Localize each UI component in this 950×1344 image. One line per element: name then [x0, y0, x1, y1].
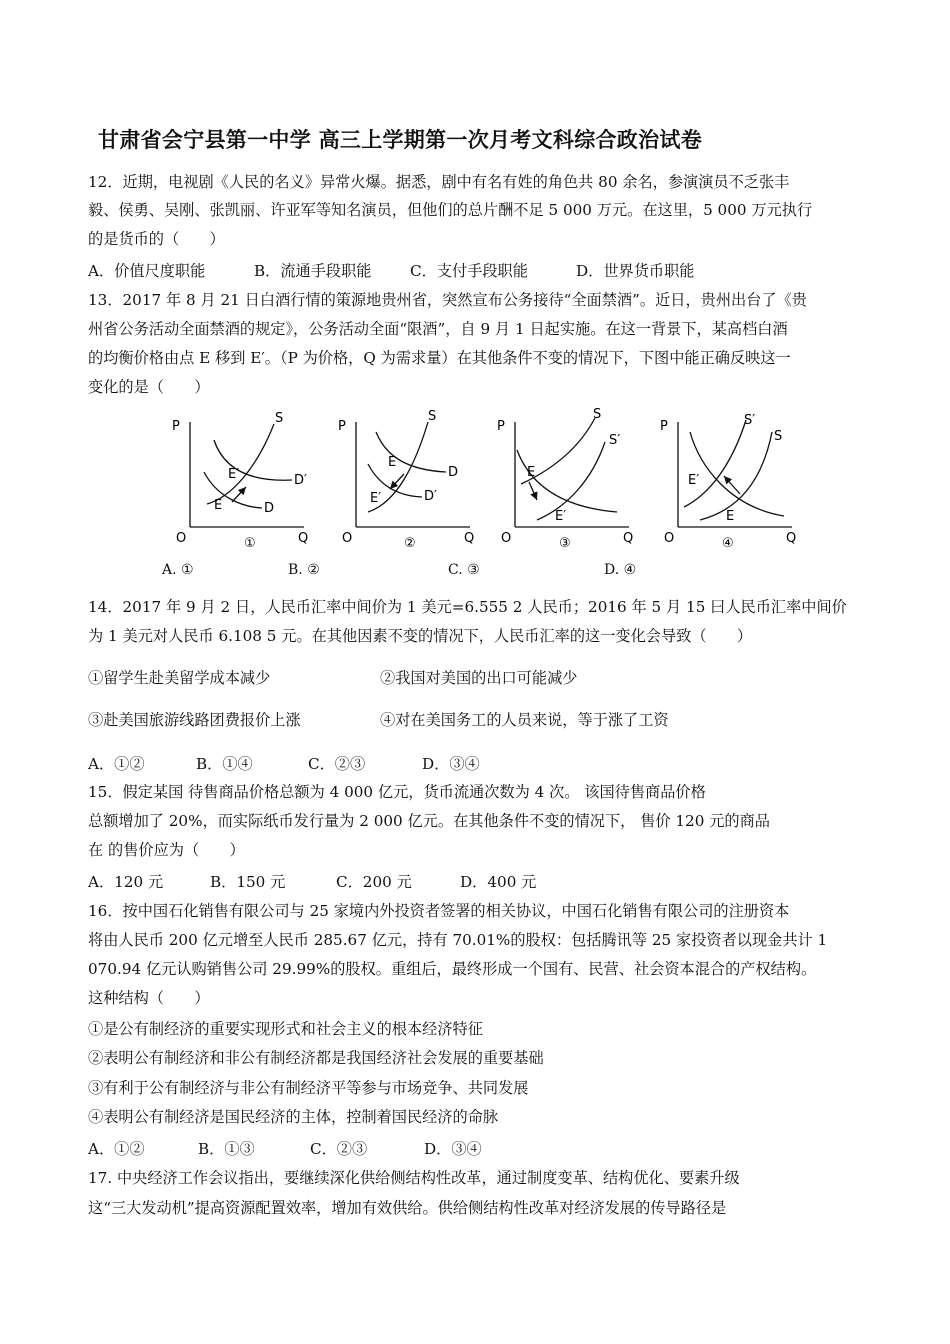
- q15-options: [88, 871, 536, 892]
- q12-line-1: 12．近期，电视剧《人民的名义》异常火爆。据悉，剧中有名有姓的角色共 80 余名，参演演员不乏张丰: [88, 173, 790, 191]
- q16-option-a: A．①②: [88, 1140, 145, 1158]
- figure-3: [487, 407, 634, 557]
- q13-option-d: D. ④: [604, 562, 637, 578]
- q14-option-c: C．②③: [308, 755, 366, 773]
- q14-item-3: ③赴美国旅游线路团费报价上涨: [88, 711, 301, 729]
- fig2-number: ②: [404, 536, 416, 551]
- q14-item-1: ①留学生赴美留学成本减少: [88, 669, 271, 687]
- q16-option-b: B．①③: [198, 1140, 255, 1158]
- q16-option-d: D．③④: [424, 1140, 482, 1158]
- figure-3-graph: [487, 407, 634, 557]
- q16-item-3: ③有利于公有制经济与非公有制经济平等参与市场竞争、共同发展: [88, 1079, 529, 1097]
- q15-option-d: D．400 元: [460, 873, 537, 891]
- q14-options: [88, 753, 480, 774]
- q13-line-2: 州省公务活动全面禁酒的规定》，公务活动全面“限酒”，自 9 月 1 日起实施。在这一背景下，某高档白酒: [88, 320, 788, 338]
- q16-line-1: 16．按中国石化销售有限公司与 25 家境内外投资者签署的相关协议，中国石化销售有限公司的注册资本: [88, 902, 790, 920]
- q13-option-b: B. ②: [288, 562, 320, 578]
- figure-1-graph: [162, 412, 307, 557]
- fig1-e-label: E: [214, 498, 223, 513]
- page-title: 甘肃省会宁县第一中学 高三上学期第一次月考文科综合政治试卷: [98, 128, 703, 152]
- q12-option-d: D．世界货币职能: [576, 262, 695, 280]
- figure-1: [162, 412, 307, 557]
- q14-option-b: B．①④: [196, 755, 253, 773]
- q14-item-2: ②我国对美国的出口可能减少: [380, 669, 578, 687]
- fig4-s1-label: S′: [744, 413, 756, 428]
- q12-options: [88, 260, 695, 281]
- fig3-e-label: E: [527, 465, 536, 480]
- q14-option-d: D．③④: [422, 755, 480, 773]
- figure-2-graph: [328, 409, 475, 557]
- q16-options: [88, 1138, 482, 1159]
- fig2-o-label: O: [342, 531, 353, 546]
- q13-line-4: 变化的是（ ）: [88, 378, 210, 396]
- fig4-p-label: P: [660, 419, 668, 434]
- q14-item-4: ④对在美国务工的人员来说，等于涨了工资: [380, 711, 669, 729]
- fig3-s1-label: S′: [609, 433, 621, 448]
- fig3-e1-label: E′: [555, 509, 567, 524]
- q16-item-2: ②表明公有制经济和非公有制经济都是我国经济社会发展的重要基础: [88, 1049, 544, 1067]
- fig4-s-label: S: [774, 429, 783, 444]
- fig3-s-label: S: [593, 407, 602, 422]
- fig4-e-label: E: [726, 509, 735, 524]
- fig1-e1-label: E′: [228, 467, 240, 482]
- q13-option-c: C. ③: [448, 562, 480, 578]
- q17-line-1: 17. 中央经济工作会议指出，要继续深化供给侧结构性改革，通过制度变革、结构优化、要素升级: [88, 1169, 740, 1187]
- q16-line-2: 将由人民币 200 亿元增至人民币 285.67 亿元，持有 70.01%的股权：包括腾讯等 25 家投资者以现金共计 1: [88, 931, 828, 949]
- fig3-number: ③: [559, 536, 571, 551]
- fig4-o-label: O: [664, 531, 675, 546]
- fig1-d1-label: D′: [294, 473, 307, 488]
- fig1-p-label: P: [172, 419, 180, 434]
- q15-option-c: C．200 元: [336, 873, 412, 891]
- fig2-d1-label: D′: [424, 489, 437, 504]
- q16-line-4: 这种结构（ ）: [88, 989, 210, 1007]
- fig2-q-label: Q: [464, 531, 475, 546]
- fig1-s-label: S: [275, 411, 284, 426]
- q14-option-a: A．①②: [88, 755, 145, 773]
- q12-option-b: B．流通手段职能: [254, 262, 372, 280]
- q16-item-1: ①是公有制经济的重要实现形式和社会主义的根本经济特征: [88, 1020, 483, 1038]
- q15-line-2: 总额增加了 20%，而实际纸币发行量为 2 000 亿元。在其他条件不变的情况下， 售价 120 元的商品: [88, 812, 770, 830]
- q15-line-3: 在 的售价应为（ ）: [88, 841, 245, 859]
- fig4-e1-label: E′: [688, 473, 700, 488]
- fig3-q-label: Q: [623, 531, 634, 546]
- q15-option-a: A．120 元: [88, 873, 164, 891]
- fig4-number: ④: [722, 536, 734, 551]
- q13-figures: [150, 407, 800, 587]
- fig2-s-label: S: [428, 409, 437, 424]
- q15-line-1: 15．假定某国 待售商品价格总额为 4 000 亿元，货币流通次数为 4 次。 该国待售商品价格: [88, 783, 706, 801]
- fig1-number: ①: [244, 536, 256, 551]
- q16-line-3: 070.94 亿元认购销售公司 29.99%的股权。重组后，最终形成一个国有、民营、社会资本混合的产权结构。: [88, 960, 817, 978]
- fig1-q-label: Q: [298, 531, 309, 546]
- q13-option-a: A. ①: [162, 562, 194, 578]
- figure-2: [328, 409, 475, 557]
- q12-option-c: C．支付手段职能: [410, 262, 528, 280]
- figure-4: [650, 412, 795, 557]
- q13-line-3: 的均衡价格由点 E 移到 E′。（P 为价格，Q 为需求量）在其他条件不变的情况下，下图中能正确反映这一: [88, 349, 791, 367]
- q12-option-a: A．价值尺度职能: [88, 262, 206, 280]
- figure-4-graph: [650, 412, 795, 557]
- fig4-q-label: Q: [786, 531, 797, 546]
- fig1-d-label: D: [264, 501, 275, 516]
- fig2-e-label: E: [388, 455, 397, 470]
- fig3-o-label: O: [501, 531, 512, 546]
- q17-line-2: 这“三大发动机”提高资源配置效率，增加有效供给。供给侧结构性改革对经济发展的传导路径是: [88, 1199, 727, 1217]
- fig3-p-label: P: [497, 419, 505, 434]
- q15-option-b: B．150 元: [210, 873, 286, 891]
- fig1-o-label: O: [176, 531, 187, 546]
- q16-item-4: ④表明公有制经济是国民经济的主体，控制着国民经济的命脉: [88, 1108, 499, 1126]
- fig2-d-label: D: [448, 465, 459, 480]
- q13-options: [162, 562, 812, 582]
- q16-option-c: C．②③: [310, 1140, 368, 1158]
- q14-line-2: 为 1 美元对人民币 6.108 5 元。在其他因素不变的情况下，人民币汇率的这一变化会导致（ ）: [88, 627, 753, 645]
- q13-line-1: 13．2017 年 8 月 21 日白酒行情的策源地贵州省，突然宣布公务接待“全面禁酒”。近日，贵州出台了《贵: [88, 291, 807, 309]
- fig2-p-label: P: [338, 419, 346, 434]
- fig2-e1-label: E′: [370, 491, 382, 506]
- q12-line-3: 的是货币的（ ）: [88, 230, 225, 248]
- q12-line-2: 毅、侯勇、吴刚、张凯丽、许亚军等知名演员，但他们的总片酬不足 5 000 万元。在这里，5 000 万元执行: [88, 201, 813, 219]
- q14-line-1: 14．2017 年 9 月 2 日，人民币汇率中间价为 1 美元=6.555 2 人民币；2016 年 5 月 15 曰人民币汇率中间价: [88, 598, 847, 616]
